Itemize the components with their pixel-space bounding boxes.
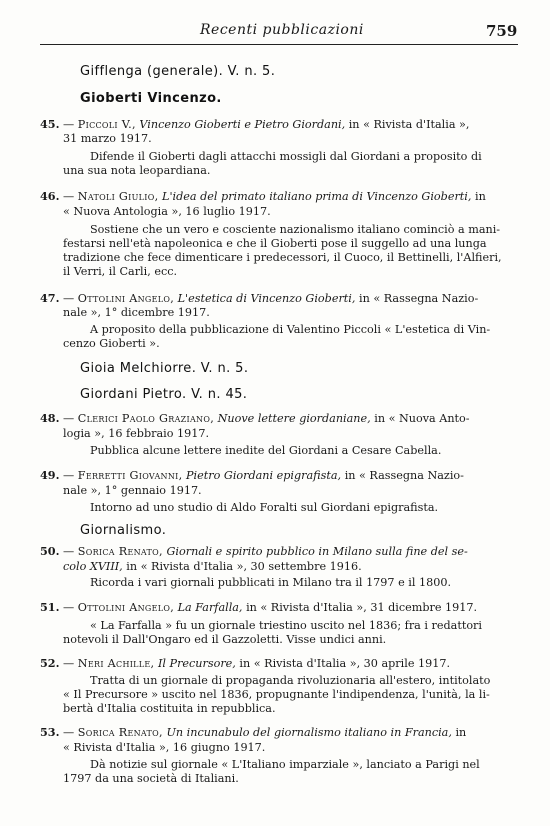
entry-46-note-3: tradizione che fece dimenticare i predecessori, il Cuoco, il Bettinelli, l'Alfieri, bbox=[63, 251, 502, 264]
entry-number: 48. bbox=[40, 411, 60, 425]
entry-50-line-2 bbox=[63, 560, 362, 573]
running-head: Recenti pubblicazioni bbox=[200, 22, 364, 38]
entry-author: Ottolini Angelo, bbox=[77, 601, 175, 614]
entry-47-line-2: nale », 1° dicembre 1917. bbox=[63, 306, 210, 319]
entry-51-note-1: « La Farfalla » fu un giornale triestino uscito nel 1836; fra i redattori bbox=[90, 619, 482, 632]
entry-45-note-1: Difende il Gioberti dagli attacchi mossigli dal Giordani a proposito di bbox=[90, 150, 482, 163]
section-heading-gioia: Gioia Melchiorre. V. n. 5. bbox=[80, 361, 249, 376]
entry-number: 45. bbox=[40, 117, 60, 131]
entry-author: Clerici Paolo Graziano, bbox=[77, 412, 215, 425]
entry-number: 50. bbox=[40, 544, 60, 558]
entry-dash: — bbox=[63, 118, 75, 131]
entry-number: 46. bbox=[40, 189, 60, 203]
entry-47-note-2: cenzo Gioberti ». bbox=[63, 337, 160, 350]
entry-53-line-2: « Rivista d'Italia », 16 giugno 1917. bbox=[63, 741, 266, 754]
entry-49-line-1 bbox=[40, 469, 464, 482]
entry-dash: — bbox=[63, 726, 75, 739]
entry-number: 47. bbox=[40, 291, 60, 305]
entry-53-note-1: Dà notizie sul giornale « L'Italiano imparziale », lanciato a Parigi nel bbox=[90, 758, 480, 771]
entry-46-line-1 bbox=[40, 190, 486, 203]
entry-author: Neri Achille, bbox=[77, 657, 155, 670]
entry-dash: — bbox=[63, 469, 75, 482]
entry-source: in bbox=[455, 726, 467, 739]
entry-title: L'estetica di Vincenzo Gioberti, bbox=[177, 292, 356, 305]
entry-47-note-1: A proposito della pubblicazione di Valentino Piccoli « L'estetica di Vin- bbox=[90, 323, 491, 336]
entry-source: in « Rassegna Nazio- bbox=[344, 469, 464, 482]
entry-48-note-1: Pubblica alcune lettere inedite del Giordani a Cesare Cabella. bbox=[90, 444, 442, 457]
entry-51-note-2: notevoli il Dall'Ongaro ed il Gazzoletti. Visse undici anni. bbox=[63, 633, 387, 646]
section-heading-giordani: Giordani Pietro. V. n. 45. bbox=[80, 387, 248, 402]
entry-47-line-1 bbox=[40, 292, 478, 305]
entry-source: in « Rivista d'Italia », bbox=[348, 118, 470, 131]
entry-title: Un incunabulo del giornalismo italiano in Francia, bbox=[166, 726, 452, 739]
entry-title: Nuove lettere giordaniane, bbox=[217, 412, 371, 425]
entry-title: L'idea del primato italiano prima di Vincenzo Gioberti, bbox=[162, 190, 472, 203]
entry-52-note-3: bertà d'Italia costituita in repubblica. bbox=[63, 702, 276, 715]
entry-title: Vincenzo Gioberti e Pietro Giordani, bbox=[139, 118, 346, 131]
entry-source: in « Rivista d'Italia », 30 settembre 1916. bbox=[126, 560, 362, 573]
entry-dash: — bbox=[63, 657, 75, 670]
entry-dash: — bbox=[63, 545, 75, 558]
page-number: 759 bbox=[486, 22, 518, 40]
entry-48-line-1 bbox=[40, 412, 470, 425]
entry-author: Natoli Giulio, bbox=[77, 190, 159, 203]
entry-author: Ottolini Angelo, bbox=[77, 292, 175, 305]
entry-53-note-2: 1797 da una società di Italiani. bbox=[63, 772, 239, 785]
section-heading-giornalismo: Giornalismo. bbox=[80, 523, 167, 538]
entry-dash: — bbox=[63, 292, 75, 305]
entry-45-note-2: una sua nota leopardiana. bbox=[63, 164, 211, 177]
entry-dash: — bbox=[63, 190, 75, 203]
entry-50-line-1 bbox=[40, 545, 468, 558]
entry-51-line-1 bbox=[40, 601, 477, 614]
entry-49-line-2: nale », 1° gennaio 1917. bbox=[63, 484, 202, 497]
entry-title: Il Precursore, bbox=[157, 657, 236, 670]
entry-number: 51. bbox=[40, 600, 60, 614]
entry-45-line-1 bbox=[40, 118, 469, 131]
entry-46-note-2: festarsi nell'età napoleonica e che il Gioberti pose il suggello ad una lunga bbox=[63, 237, 487, 250]
entry-52-note-1: Tratta di un giornale di propaganda rivoluzionaria all'estero, intitolato bbox=[90, 674, 491, 687]
entry-46-note-4: il Verri, il Carli, ecc. bbox=[63, 265, 178, 278]
entry-title-continued: colo XVIII, bbox=[63, 560, 123, 573]
entry-title: Giornali e spirito pubblico in Milano sulla fine del se- bbox=[166, 545, 468, 558]
entry-source: in « Rassegna Nazio- bbox=[359, 292, 479, 305]
entry-source: in bbox=[475, 190, 486, 203]
entry-46-line-2: « Nuova Antologia », 16 luglio 1917. bbox=[63, 205, 271, 218]
entry-author: Ferretti Giovanni, bbox=[77, 469, 183, 482]
entry-author: Piccoli V., bbox=[77, 118, 136, 131]
entry-source: in « Nuova Anto- bbox=[374, 412, 470, 425]
entry-author: Sorica Renato, bbox=[77, 726, 163, 739]
entry-52-note-2: « Il Precursore » uscito nel 1836, propugnante l'indipendenza, l'unità, la li- bbox=[63, 688, 490, 701]
header-rule bbox=[40, 44, 518, 45]
entry-46-note-1: Sostiene che un vero e cosciente nazionalismo italiano cominciò a mani- bbox=[90, 223, 501, 236]
entry-dash: — bbox=[63, 412, 75, 425]
entry-45-line-2: 31 marzo 1917. bbox=[63, 132, 152, 145]
section-heading-gifflenga: Gifflenga (generale). V. n. 5. bbox=[80, 64, 276, 79]
section-heading-gioberti: Gioberti Vincenzo. bbox=[80, 91, 222, 106]
entry-number: 52. bbox=[40, 656, 60, 670]
entry-number: 49. bbox=[40, 468, 60, 482]
entry-title: La Farfalla, bbox=[177, 601, 243, 614]
entry-source: in « Rivista d'Italia », 31 dicembre 1917. bbox=[246, 601, 478, 614]
entry-author: Sorica Renato, bbox=[77, 545, 163, 558]
entry-source: in « Rivista d'Italia », 30 aprile 1917. bbox=[239, 657, 451, 670]
entry-number: 53. bbox=[40, 725, 60, 739]
entry-52-line-1 bbox=[40, 657, 450, 670]
entry-49-note-1: Intorno ad uno studio di Aldo Foralti sul Giordani epigrafista. bbox=[90, 501, 439, 514]
entry-50-note-1: Ricorda i vari giornali pubblicati in Milano tra il 1797 e il 1800. bbox=[90, 576, 452, 589]
entry-53-line-1 bbox=[40, 726, 466, 739]
entry-dash: — bbox=[63, 601, 75, 614]
entry-48-line-2: logia », 16 febbraio 1917. bbox=[63, 427, 210, 440]
entry-title: Pietro Giordani epigrafista, bbox=[186, 469, 342, 482]
